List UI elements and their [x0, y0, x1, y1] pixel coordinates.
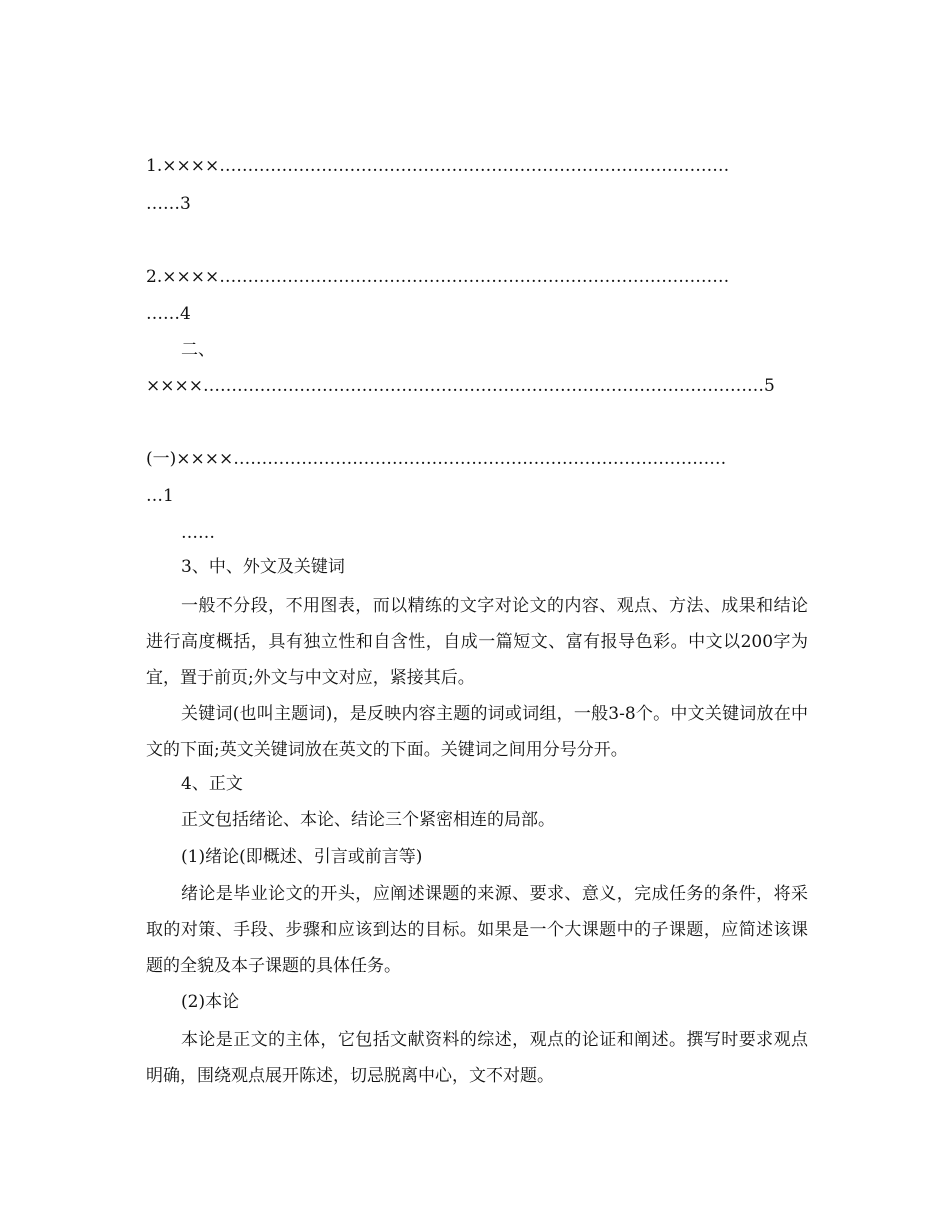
subheading-introduction: (1)绪论(即概述、引言或前言等) — [181, 847, 423, 867]
section-heading-3: 3、中、外文及关键词 — [181, 557, 345, 577]
toc-entry-section-1-page: …1 — [146, 486, 174, 506]
subheading-main-discussion: (2)本论 — [181, 992, 240, 1012]
toc-entry-2: 2.××××……………………………………………………………………………… — [146, 267, 730, 287]
toc-entry-section-1: (一)××××…………………………………………………………………………… — [146, 449, 727, 469]
toc-ellipsis: …… — [181, 523, 215, 543]
paragraph-main-body: 正文包括绪论、本论、结论三个紧密相连的局部。 — [181, 810, 555, 830]
paragraph-keywords: 关键词(也叫主题词)，是反映内容主题的词或词组，一般3-8个。中文关键词放在中文的下面;英文关键词放在英文的下面。关键词之间用分号分开。 — [146, 704, 808, 760]
section-heading-4: 4、正文 — [181, 774, 243, 794]
toc-entry-chapter-2-title: ××××………………………………………………………………………………………5 — [146, 376, 775, 396]
paragraph-abstract: 一般不分段，不用图表，而以精练的文字对论文的内容、观点、方法、成果和结论进行高度概括，具有独立性和自含性，自成一篇短文、富有报导色彩。中文以200字为宜，置于前页;外文与中文对应，紧接其后。 — [146, 596, 808, 688]
toc-entry-1-page: ……3 — [146, 194, 191, 214]
paragraph-main-discussion: 本论是正文的主体，它包括文献资料的综述，观点的论证和阐述。撰写时要求观点明确，围绕观点展开陈述，切忌脱离中心，文不对题。 — [146, 1030, 808, 1086]
toc-entry-1: 1.××××……………………………………………………………………………… — [146, 156, 730, 176]
toc-entry-2-page: ……4 — [146, 304, 191, 324]
toc-entry-chapter-2: 二、 — [181, 340, 215, 360]
paragraph-introduction: 绪论是毕业论文的开头，应阐述课题的来源、要求、意义，完成任务的条件，将采取的对策、手段、步骤和应该到达的目标。如果是一个大课题中的子课题，应简述该课题的全貌及本子课题的具体任务。 — [146, 884, 808, 976]
